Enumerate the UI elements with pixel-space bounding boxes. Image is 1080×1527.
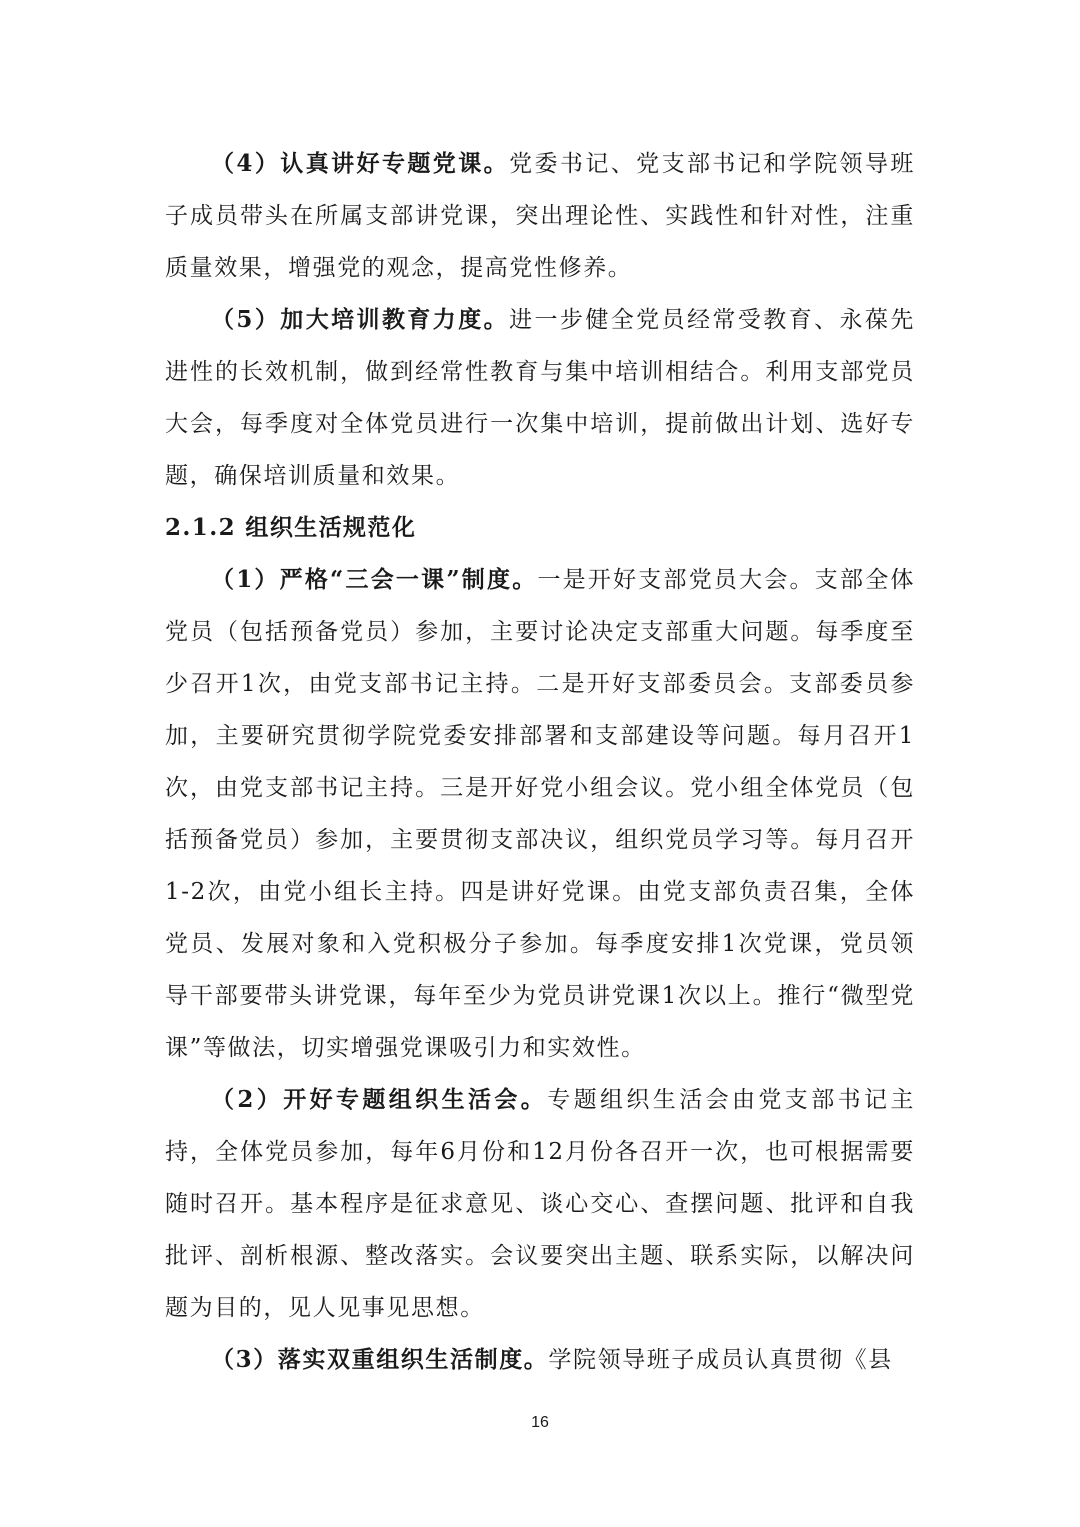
section-heading: 2.1.2 组织生活规范化 [165, 514, 417, 541]
paragraph-body: 专题组织生活会由党支部书记主持，全体党员参加，每年6月份和12月份各召开一次，也可根据需要随时召开。基本程序是征求意见、谈心交心、查摆问题、批评和自我批评、剖析根源、整改落实。会议要突出主题、联系实际，以解决问题为目的，见人见事见思想。 [165, 1087, 915, 1321]
paragraph-body: 一是开好支部党员大会。支部全体党员（包括预备党员）参加，主要讨论决定支部重大问题。每季度至少召开1次，由党支部书记主持。二是开好支部委员会。支部委员参加，主要研究贯彻学院党委安排部署和支部建设等问题。每月召开1次，由党支部书记主持。三是开好党小组会议。党小组全体党员（包括预备党员）参加，主要贯彻支部决议，组织党员学习等。每月召开1-2次，由党小组长主持。四是讲好党课。由党支部负责召集，全体党员、发展对象和入党积极分子参加。每季度安排1次党课，党员领导干部要带头讲党课，每年至少为党员讲党课1次以上。推行“微型党课”等做法，切实增强党课吸引力和实效性。 [165, 567, 915, 1061]
paragraph-body: 进一步健全党员经常受教育、永葆先进性的长效机制，做到经常性教育与集中培训相结合。利用支部党员大会，每季度对全体党员进行一次集中培训，提前做出计划、选好专题，确保培训质量和效果。 [165, 307, 915, 489]
document-body [165, 138, 915, 1386]
paragraph-three-meetings-one-lesson [165, 554, 915, 1074]
paragraph-topic-lectures [165, 138, 915, 294]
paragraph-lead: （3）落实双重组织生活制度。 [211, 1346, 549, 1373]
paragraph-special-org-life-meeting [165, 1074, 915, 1334]
page-number: 16 [531, 1414, 549, 1431]
paragraph-body: 党委书记、党支部书记和学院领导班子成员带头在所属支部讲党课，突出理论性、实践性和针对性，注重质量效果，增强党的观念，提高党性修养。 [165, 151, 915, 281]
paragraph-lead: （2）开好专题组织生活会。 [211, 1086, 548, 1113]
paragraph-dual-org-life [165, 1334, 915, 1386]
paragraph-body: 学院领导班子成员认真贯彻《县 [548, 1347, 893, 1373]
paragraph-lead: （4）认真讲好专题党课。 [211, 150, 510, 177]
paragraph-lead: （1）严格“三会一课”制度。 [211, 566, 538, 593]
paragraph-lead: （5）加大培训教育力度。 [211, 306, 510, 333]
paragraph-training-education [165, 294, 915, 502]
